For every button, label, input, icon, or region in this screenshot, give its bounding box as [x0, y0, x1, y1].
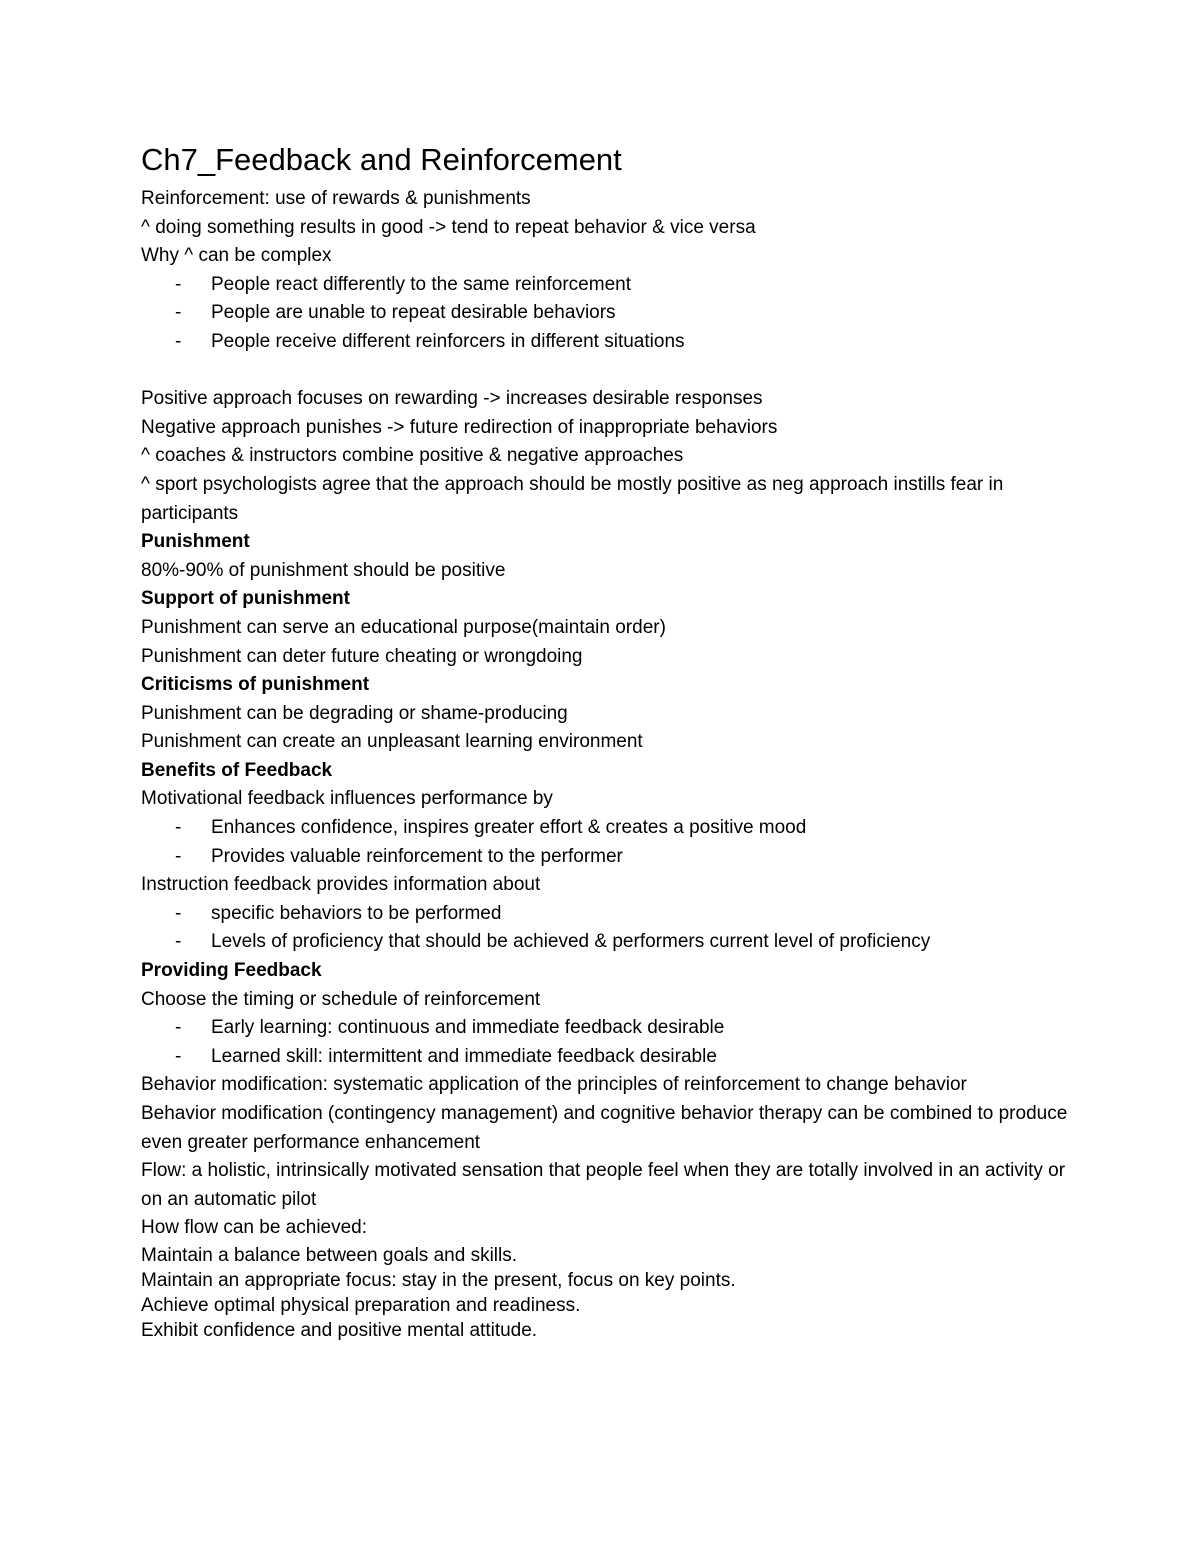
document-body [141, 140, 1071, 1343]
section-heading: Criticisms of punishment [141, 674, 370, 696]
bullet-dash: - [175, 845, 182, 867]
note-line: 80%-90% of punishment should be positive [141, 559, 506, 581]
bullet-text: specific behaviors to be performed [211, 902, 502, 924]
note-line: Behavior modification: systematic application of the principles of reinforcement to change behavior [141, 1074, 967, 1096]
bullet-text: Early learning: continuous and immediate feedback desirable [211, 1017, 725, 1039]
bullet-dash: - [175, 902, 182, 924]
note-line: Maintain an appropriate focus: stay in the present, focus on key points. [141, 1269, 736, 1291]
note-line: Choose the timing or schedule of reinforcement [141, 988, 541, 1010]
bullet-item [141, 328, 1071, 357]
note-line: Exhibit confidence and positive mental attitude. [141, 1319, 538, 1341]
bullet-item [141, 814, 1071, 843]
section-heading: Benefits of Feedback [141, 759, 333, 781]
note-line: Motivational feedback influences performance by [141, 788, 553, 810]
notes-list [141, 185, 1071, 1343]
bullet-text: People react differently to the same reinforcement [211, 273, 631, 295]
note-line: ^ doing something results in good -> tend to repeat behavior & vice versa [141, 216, 756, 238]
bullet-dash: - [175, 817, 182, 839]
note-line: Punishment can create an unpleasant learning environment [141, 731, 643, 753]
bullet-text: People receive different reinforcers in different situations [211, 330, 685, 352]
bullet-dash: - [175, 1045, 182, 1067]
bullet-text: Learned skill: intermittent and immediate feedback desirable [211, 1045, 717, 1067]
note-line: Punishment can deter future cheating or wrongdoing [141, 645, 583, 667]
section-heading: Support of punishment [141, 588, 350, 610]
bullet-item [141, 299, 1071, 328]
note-line: ^ sport psychologists agree that the approach should be mostly positive as neg approach instills fear in participants [141, 473, 1004, 524]
bullet-item [141, 843, 1071, 872]
bullet-dash: - [175, 302, 182, 324]
note-line: Punishment can be degrading or shame-producing [141, 702, 568, 724]
note-line: How flow can be achieved: [141, 1217, 368, 1239]
note-line: Reinforcement: use of rewards & punishments [141, 188, 531, 209]
note-line: Negative approach punishes -> future redirection of inappropriate behaviors [141, 416, 778, 438]
note-line: Punishment can serve an educational purpose(maintain order) [141, 616, 666, 638]
bullet-item [141, 900, 1071, 929]
blank-line [141, 357, 1071, 386]
bullet-item [141, 1014, 1071, 1043]
section-heading: Providing Feedback [141, 960, 322, 982]
bullet-dash: - [175, 273, 182, 295]
bullet-text: Levels of proficiency that should be achieved & performers current level of proficiency [211, 931, 931, 953]
bullet-dash: - [175, 931, 182, 953]
document-title: Ch7_Feedback and Reinforcement [141, 142, 622, 177]
note-line: Maintain a balance between goals and skills. [141, 1244, 518, 1266]
bullet-text: People are unable to repeat desirable behaviors [211, 302, 616, 324]
bullet-item [141, 1043, 1071, 1072]
note-line: Flow: a holistic, intrinsically motivated sensation that people feel when they are totally involved in an activity or on an automatic pilot [141, 1160, 1066, 1210]
section-heading: Punishment [141, 531, 250, 553]
bullet-dash: - [175, 330, 182, 352]
note-line: ^ coaches & instructors combine positive & negative approaches [141, 445, 684, 467]
bullet-dash: - [175, 1017, 182, 1039]
note-line: Positive approach focuses on rewarding -> increases desirable responses [141, 388, 763, 410]
bullet-text: Provides valuable reinforcement to the performer [211, 845, 623, 867]
note-line: Instruction feedback provides information about [141, 874, 541, 896]
bullet-item [141, 271, 1071, 300]
note-line: Achieve optimal physical preparation and readiness. [141, 1294, 581, 1316]
bullet-text: Enhances confidence, inspires greater effort & creates a positive mood [211, 817, 807, 839]
note-line: Behavior modification (contingency management) and cognitive behavior therapy can be combined to produce even greater performance enhancement [141, 1103, 1068, 1153]
note-line: Why ^ can be complex [141, 245, 332, 267]
bullet-item [141, 928, 1071, 957]
